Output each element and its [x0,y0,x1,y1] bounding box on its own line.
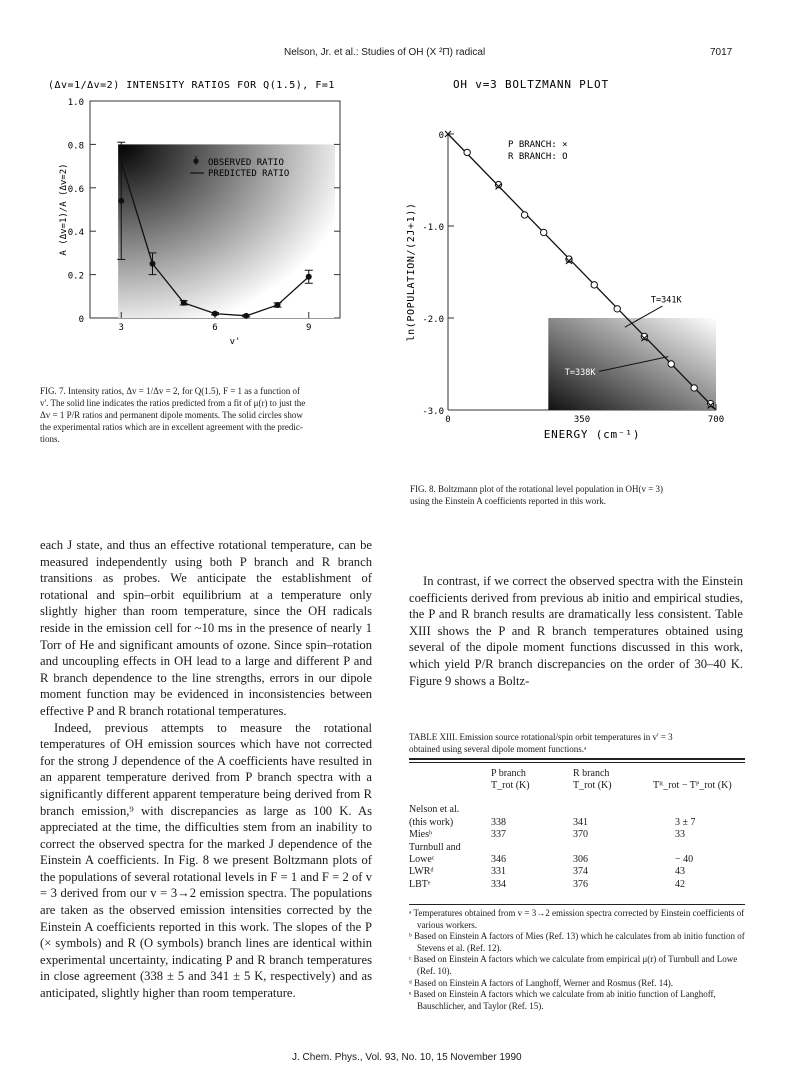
table-header-cell [405,768,487,780]
table-cell: LBTᵉ [409,878,431,890]
observed-ratio-point [275,302,281,308]
annotation-label: T=338K [564,368,596,379]
table-header-cell: T_rot (K) [491,780,530,792]
y-axis-label: A (Δv=1)/A (Δv=2) [59,163,69,256]
table-cell: Miesᵇ [409,829,433,841]
table-header-cell [649,768,745,780]
table-rule [409,904,745,905]
table13-title [409,731,745,755]
table-cell: 337 [491,829,506,841]
footer: J. Chem. Phys., Vol. 93, No. 10, 15 November 1990 [292,1052,522,1063]
table-cell: 3 ± 7 [675,816,696,828]
table-cell: 376 [573,878,588,890]
x-axis-label: ENERGY (cm⁻¹) [543,428,641,441]
observed-ratio-point [181,300,187,306]
table-cell [649,804,745,816]
y-tick-label: 0.6 [67,184,84,195]
observed-ratio-point [306,274,312,280]
table-cell: (this work) [409,816,454,828]
x-tick-label: 700 [707,415,725,425]
observed-ratio-point [243,313,249,319]
x-axis-label: v' [229,337,241,347]
r-branch-point [691,385,697,391]
legend-marker [193,158,198,163]
x-tick-label: 6 [212,323,218,333]
x-tick-label: 0 [445,415,451,425]
caption-line: FIG. 8. Boltzmann plot of the rotational level population in OH(v = 3) [410,484,664,494]
table-cell: 331 [491,866,506,878]
fig8-caption [410,483,750,507]
fig8-chart [398,72,758,447]
paragraph: each J state, and thus an effective rotational temperature, can be measured independently using both P branch and R branch transitions as probes. We anticipate the establishment of rotational and spin–orbit equilibrium at a temperature only slightly higher than room temperature, since the OH radicals reside in the emission cell for ~10 ms in the presence of nearly 1 Torr of He and significant amounts of ozone. Since spin–rotation and uncoupling effects in OH lead to a large and different P and R branch dependence to the line strengths, errors in our dipole moment function may be evidenced in inconsistencies between effective P and R branch rotational temperatures. [40,538,372,718]
chart-title: (Δv=1/Δv=2) INTENSITY RATIOS FOR Q(1.5), F=1 [48,80,335,91]
table-cell: 338 [491,816,506,828]
table-cell [487,842,569,854]
table-header-row [405,768,745,780]
table-cell: 346 [491,854,506,866]
r-branch-point [541,229,547,235]
paragraph: Indeed, previous attempts to measure the rotational temperatures of OH emission sources which have not corrected for the strong J dependence of the A coefficients have resulted in an apparent temperature derived from P branch spectra with a significantly different apparent temperature being derived from R branch emission,⁹ with discrepancies as large as 100 K. As appreciated at the time, the difficulties stem from an inability to correct the observed spectra for the marked J dependence of the Einstein A coefficients. In Fig. 8 we present Boltzmann plots of the populations of several rotational levels in F = 1 and F = 2 of v = 3 derived from our v = 3→2 emission spectra. The populations are taken as the observed emission intensities corrected by the Einstein A coefficients reported in this work. The slopes of the P (× symbols) and R (O symbols) branch lines are identical within experimental uncertainty, indicating P and R branch temperatures in close agreement (338 ± 5 and 341 ± 5 K, respectively) and as anticipated, slightly higher than room temperature. [40,720,372,1001]
left-column-text [40,537,372,1002]
table-cell: Turnbull and [409,841,461,853]
chart-title: OH v=3 BOLTZMANN PLOT [453,78,609,91]
y-tick-label: 1.0 [67,98,84,108]
table-header-cell: Tᴿ_rot − Tᴾ_rot (K) [653,780,732,792]
y-tick-label: -3.0 [422,407,444,417]
y-tick-label: 0.8 [67,141,84,152]
footnote: ᵉ Based on Einstein A factors which we calculate from ab initio function of Langhoff, Bauschlicher, and Taylor (Ref. 15). [409,989,716,1011]
caption-line: the experimental ratios which are in excellent agreement with the predic- [40,422,303,432]
table-cell: 43 [675,866,685,878]
caption-line: tions. [40,434,60,444]
table13-footnotes [409,908,745,1012]
x-tick-label: 9 [306,323,312,333]
r-branch-point [614,306,620,312]
table-cell: LWRᵈ [409,866,434,878]
caption-line: Δv = 1 P/R ratios and permanent dipole moments. The solid circles show [40,410,303,420]
table-row [405,854,745,866]
table-cell: − 40 [675,854,694,866]
r-branch-point [668,361,674,367]
y-tick-label: 0.4 [67,228,84,239]
table-row [405,842,745,854]
table-cell [487,804,569,816]
legend-label: R BRANCH: O [508,152,568,162]
y-tick-label: 0 [78,315,84,325]
table-title-line: TABLE XIII. Emission source rotational/spin orbit temperatures in v' = 3 [409,732,673,742]
table-cell: 334 [491,878,506,890]
table-rule [409,758,745,760]
legend-label: PREDICTED RATIO [208,169,290,179]
table-header-row [405,780,745,804]
footnote: ᵇ Based on Einstein A factors of Mies (Ref. 13) which he calculates from ab initio function of Stevens et al. (Ref. 12). [409,931,745,953]
x-tick-label: 3 [118,323,124,333]
y-axis-label: ln(POPULATION/(2J+1)) [406,202,417,342]
running-title: Nelson, Jr. et al.: Studies of OH (X ²Π) radical [284,47,486,58]
observed-ratio-point [118,198,124,204]
y-tick-label: -1.0 [422,223,444,233]
table-cell [569,842,649,854]
fig7-chart [40,72,370,372]
y-tick-label: 0 [438,131,444,141]
legend-label: OBSERVED RATIO [208,158,284,168]
caption-line: FIG. 7. Intensity ratios, Δv = 1/Δv = 2, for Q(1.5), F = 1 as a function of [40,386,301,396]
fig7-caption [40,385,372,445]
table-cell [649,842,745,854]
table-header-cell [405,780,487,804]
caption-line: v'. The solid line indicates the ratios predicted from a fit of μ(r) to just the [40,398,306,408]
right-column-text [409,573,743,689]
page-number: 7017 [710,47,733,58]
table-title-line: obtained using several dipole moment functions.ᵃ [409,744,587,754]
table-row [405,829,745,841]
r-branch-point [521,212,527,218]
caption-line: using the Einstein A coefficients reported in this work. [410,496,607,506]
observed-ratio-point [150,261,156,267]
table-header-cell: P branch [491,768,526,779]
footnote: ᶜ Based on Einstein A factors which we calculate from empirical μ(r) of Turnbull and Lowe (Ref. 10). [409,954,738,976]
table-header-cell: R branch [573,768,610,779]
footnote: ᵈ Based on Einstein A factors of Langhoff, Werner and Rosmus (Ref. 14). [409,977,673,988]
table-row [405,804,745,816]
legend-label: P BRANCH: × [508,140,568,150]
table-row [405,817,745,829]
paragraph: In contrast, if we correct the observed spectra with the Einstein coefficients derived from previous ab initio and empirical studies, the P and R branch results are dramatically less consistent. Table XIII shows the P and R branch temperatures obtained using several of the dipole moment functions discussed in this work, which yield P/R branch discrepancies on the order of 30–40 K. Figure 9 shows a Boltz- [409,574,743,688]
table-cell: 33 [675,829,685,841]
table-cell [569,804,649,816]
table-cell: 42 [675,878,685,890]
r-branch-point [591,282,597,288]
table-row [405,866,745,878]
table-header-cell: T_rot (K) [573,780,612,792]
footnote: ᵃ Temperatures obtained from v = 3→2 emission spectra corrected by Einstein coefficients of various workers. [409,908,745,930]
table-cell: Nelson et al. [409,804,460,816]
x-tick-label: 350 [573,415,591,425]
r-branch-point [464,149,470,155]
observed-ratio-point [212,311,218,317]
table-cell: 374 [573,866,588,878]
table-row [405,879,745,891]
y-tick-label: 0.2 [67,271,84,282]
table13 [405,768,745,891]
table-cell: 306 [573,854,588,866]
y-tick-label: -2.0 [422,315,444,325]
table-rule [409,762,745,763]
table-cell: Loweᶜ [409,854,435,866]
table-cell: 341 [573,816,588,828]
annotation-label: T=341K [650,295,682,306]
table-cell: 370 [573,829,588,841]
